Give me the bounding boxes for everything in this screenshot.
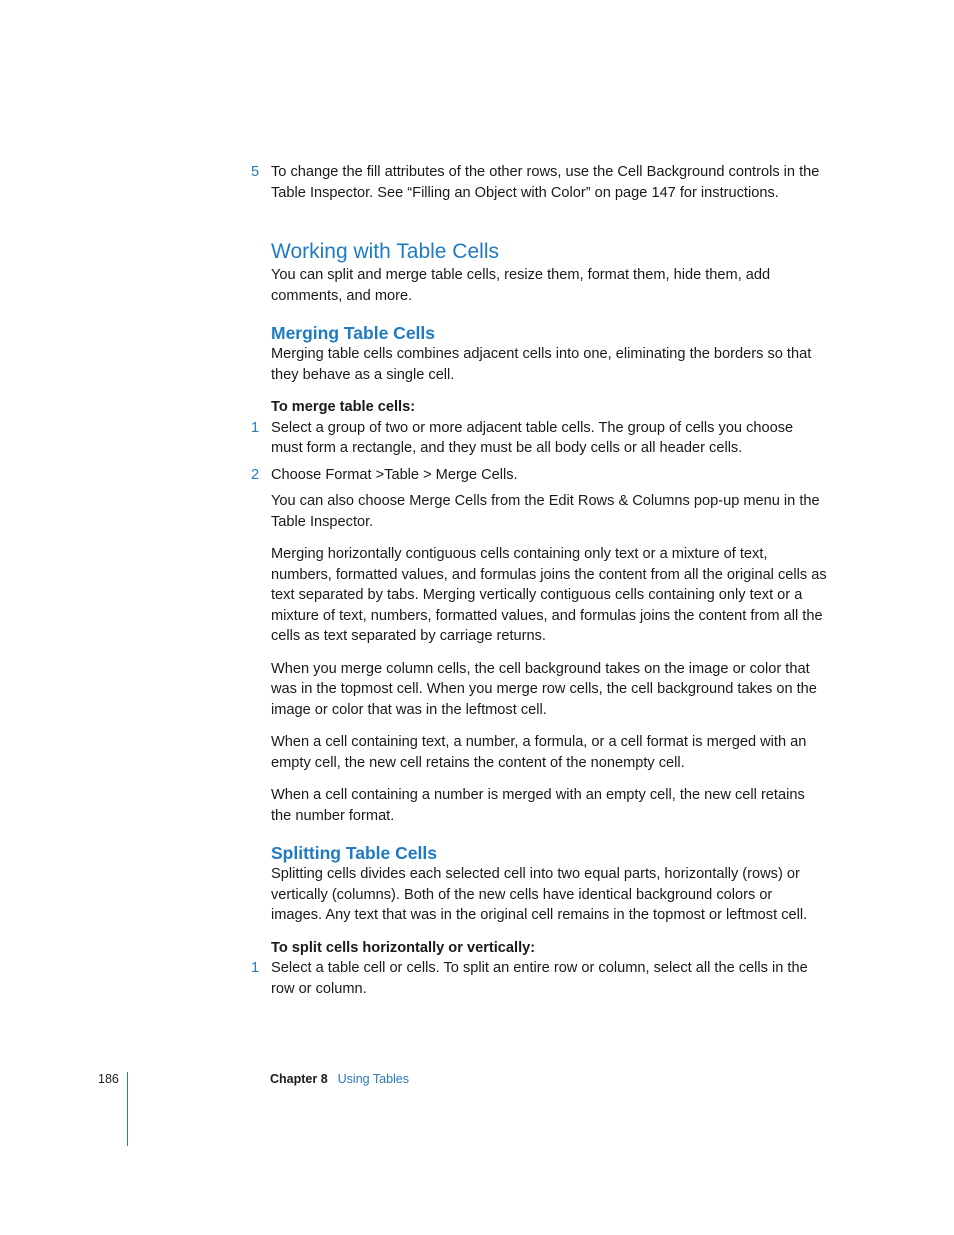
step-text: Select a group of two or more adjacent table cells. The group of cells you choose must form a rectangle, and they must be all body cells or all header cells. (271, 419, 794, 456)
page-content (251, 162, 827, 999)
merging-para-3: When you merge column cells, the cell background takes on the image or color that was in the topmost cell. When you merge row cells, the cell background takes on the image or color that was in the leftmost cell. (271, 660, 817, 718)
step-number: 1 (251, 960, 260, 976)
splitting-task-heading: To split cells horizontally or vertically: (271, 939, 536, 956)
merging-para-2: Merging horizontally contiguous cells containing only text or a mixture of text, numbers, formatted values, and formulas joins the content from all the original cells as text separated by tabs. Merging vertically contiguous cells containing only text or a mixture of text, numbers, formatted values, and formulas joins the content from all the cells as text separated by carriage returns. (271, 546, 827, 644)
merging-para-5: When a cell containing a number is merged with an empty cell, the new cell retains the number format. (271, 787, 805, 824)
step-text: To change the fill attributes of the other rows, use the Cell Background controls in the Table Inspector. See “Filling an Object with Color” on page 147 for instructions. (271, 164, 820, 201)
merging-step-1 (251, 418, 827, 459)
step-text: Choose Format >Table > Merge Cells. (271, 466, 518, 483)
footer-chapter (270, 1072, 409, 1086)
merging-intro: Merging table cells combines adjacent cells into one, eliminating the borders so that they behave as a single cell. (271, 346, 812, 383)
step-text: Select a table cell or cells. To split an entire row or column, select all the cells in the row or column. (271, 960, 808, 997)
step-5 (251, 162, 827, 203)
page-number: 186 (98, 1072, 119, 1086)
merging-para-1: You can also choose Merge Cells from the Edit Rows & Columns pop-up menu in the Table Inspector. (271, 493, 820, 530)
merging-para-4: When a cell containing text, a number, a formula, or a cell format is merged with an empty cell, the new cell retains the content of the nonempty cell. (271, 734, 807, 771)
merging-title: Merging Table Cells (271, 323, 436, 343)
footer-divider (127, 1072, 128, 1146)
merging-step-2 (251, 465, 827, 486)
splitting-title: Splitting Table Cells (271, 843, 437, 863)
step-number: 1 (251, 419, 260, 436)
section-title: Working with Table Cells (271, 240, 499, 263)
chapter-label: Chapter 8 (270, 1072, 328, 1086)
merging-task-heading: To merge table cells: (271, 399, 416, 415)
section-intro: You can split and merge table cells, resize them, format them, hide them, add comments, and more. (271, 267, 771, 304)
splitting-step-1 (251, 958, 827, 999)
step-number: 5 (251, 164, 260, 180)
chapter-title-link[interactable]: Using Tables (337, 1072, 409, 1086)
step-number: 2 (251, 466, 260, 483)
splitting-intro: Splitting cells divides each selected cell into two equal parts, horizontally (rows) or vertically (columns). Both of the new cells have identical background colors or images. Any text that was in the original cell remains in the topmost or leftmost cell. (271, 866, 808, 923)
